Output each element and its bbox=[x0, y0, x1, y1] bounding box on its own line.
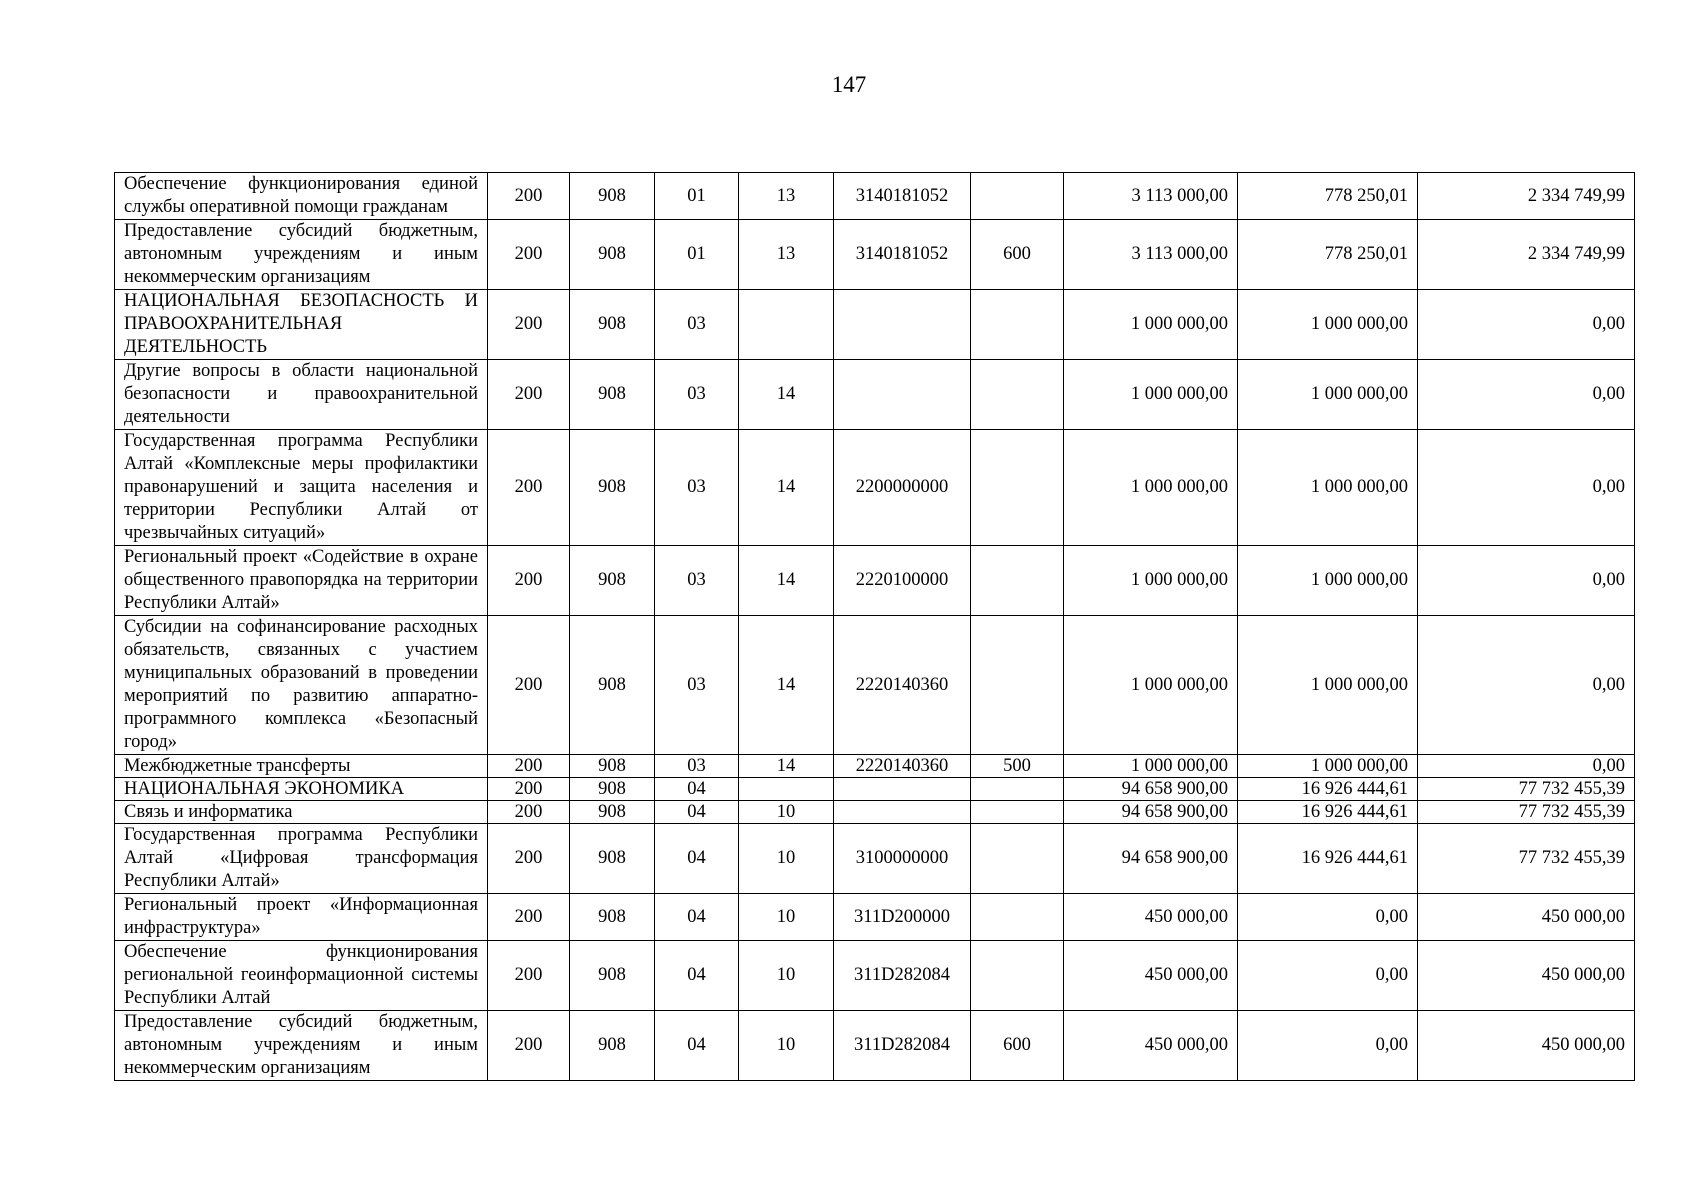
cell-executed-amount: 0,00 bbox=[1238, 941, 1418, 1011]
cell-section: 03 bbox=[655, 616, 739, 755]
cell-subsection: 10 bbox=[739, 1011, 834, 1081]
cell-target-article: 3100000000 bbox=[834, 824, 971, 894]
cell-approved-amount: 1 000 000,00 bbox=[1064, 755, 1238, 778]
cell-executed-amount: 0,00 bbox=[1238, 1011, 1418, 1081]
cell-approved-amount: 1 000 000,00 bbox=[1064, 430, 1238, 546]
table-row bbox=[115, 290, 1635, 360]
cell-name: Государственная программа Республики Алтай «Цифровая трансформация Республики Алтай» bbox=[115, 824, 488, 894]
cell-executed-amount: 16 926 444,61 bbox=[1238, 824, 1418, 894]
cell-approved-amount: 1 000 000,00 bbox=[1064, 290, 1238, 360]
cell-approved-amount: 94 658 900,00 bbox=[1064, 778, 1238, 801]
cell-section: 04 bbox=[655, 941, 739, 1011]
cell-code-200: 200 bbox=[488, 894, 570, 941]
cell-expense-type bbox=[971, 546, 1064, 616]
cell-executed-amount: 1 000 000,00 bbox=[1238, 616, 1418, 755]
cell-subsection: 13 bbox=[739, 220, 834, 290]
cell-remaining-amount: 2 334 749,99 bbox=[1418, 173, 1635, 220]
cell-remaining-amount: 0,00 bbox=[1418, 430, 1635, 546]
cell-name: Другие вопросы в области национальной безопасности и правоохранительной деятельности bbox=[115, 360, 488, 430]
cell-ministry-code: 908 bbox=[570, 941, 655, 1011]
cell-expense-type bbox=[971, 360, 1064, 430]
cell-subsection: 13 bbox=[739, 173, 834, 220]
cell-code-200: 200 bbox=[488, 941, 570, 1011]
cell-ministry-code: 908 bbox=[570, 220, 655, 290]
cell-target-article: 3140181052 bbox=[834, 173, 971, 220]
cell-ministry-code: 908 bbox=[570, 778, 655, 801]
cell-executed-amount: 1 000 000,00 bbox=[1238, 290, 1418, 360]
cell-expense-type: 600 bbox=[971, 1011, 1064, 1081]
cell-ministry-code: 908 bbox=[570, 1011, 655, 1081]
cell-remaining-amount: 0,00 bbox=[1418, 616, 1635, 755]
cell-target-article: 2220100000 bbox=[834, 546, 971, 616]
cell-subsection: 14 bbox=[739, 360, 834, 430]
cell-target-article bbox=[834, 360, 971, 430]
cell-code-200: 200 bbox=[488, 360, 570, 430]
cell-code-200: 200 bbox=[488, 778, 570, 801]
cell-name: НАЦИОНАЛЬНАЯ ЭКОНОМИКА bbox=[115, 778, 488, 801]
cell-target-article: 3140181052 bbox=[834, 220, 971, 290]
cell-expense-type bbox=[971, 824, 1064, 894]
cell-expense-type bbox=[971, 941, 1064, 1011]
cell-name: Региональный проект «Содействие в охране общественного правопорядка на территории Республики Алтай» bbox=[115, 546, 488, 616]
table-row bbox=[115, 360, 1635, 430]
cell-section: 01 bbox=[655, 173, 739, 220]
cell-approved-amount: 1 000 000,00 bbox=[1064, 360, 1238, 430]
cell-remaining-amount: 450 000,00 bbox=[1418, 1011, 1635, 1081]
cell-remaining-amount: 450 000,00 bbox=[1418, 941, 1635, 1011]
table-row bbox=[115, 430, 1635, 546]
cell-target-article bbox=[834, 801, 971, 824]
cell-remaining-amount: 77 732 455,39 bbox=[1418, 824, 1635, 894]
cell-target-article bbox=[834, 290, 971, 360]
cell-name: Связь и информатика bbox=[115, 801, 488, 824]
cell-remaining-amount: 0,00 bbox=[1418, 546, 1635, 616]
cell-approved-amount: 450 000,00 bbox=[1064, 941, 1238, 1011]
cell-section: 03 bbox=[655, 546, 739, 616]
cell-approved-amount: 94 658 900,00 bbox=[1064, 801, 1238, 824]
cell-subsection: 10 bbox=[739, 824, 834, 894]
table-row bbox=[115, 894, 1635, 941]
cell-name: Региональный проект «Информационная инфраструктура» bbox=[115, 894, 488, 941]
cell-code-200: 200 bbox=[488, 290, 570, 360]
cell-approved-amount: 1 000 000,00 bbox=[1064, 616, 1238, 755]
cell-section: 04 bbox=[655, 801, 739, 824]
cell-section: 04 bbox=[655, 824, 739, 894]
cell-code-200: 200 bbox=[488, 546, 570, 616]
table-row bbox=[115, 941, 1635, 1011]
cell-approved-amount: 450 000,00 bbox=[1064, 1011, 1238, 1081]
cell-executed-amount: 0,00 bbox=[1238, 894, 1418, 941]
cell-code-200: 200 bbox=[488, 755, 570, 778]
cell-ministry-code: 908 bbox=[570, 430, 655, 546]
cell-section: 01 bbox=[655, 220, 739, 290]
cell-code-200: 200 bbox=[488, 616, 570, 755]
cell-ministry-code: 908 bbox=[570, 360, 655, 430]
table-row bbox=[115, 801, 1635, 824]
cell-executed-amount: 1 000 000,00 bbox=[1238, 546, 1418, 616]
cell-section: 03 bbox=[655, 360, 739, 430]
table-row bbox=[115, 824, 1635, 894]
cell-target-article: 2200000000 bbox=[834, 430, 971, 546]
cell-target-article bbox=[834, 778, 971, 801]
cell-expense-type bbox=[971, 801, 1064, 824]
cell-code-200: 200 bbox=[488, 801, 570, 824]
cell-ministry-code: 908 bbox=[570, 546, 655, 616]
cell-code-200: 200 bbox=[488, 430, 570, 546]
cell-approved-amount: 94 658 900,00 bbox=[1064, 824, 1238, 894]
cell-subsection: 14 bbox=[739, 755, 834, 778]
table-row bbox=[115, 778, 1635, 801]
cell-ministry-code: 908 bbox=[570, 824, 655, 894]
table-row bbox=[115, 173, 1635, 220]
cell-remaining-amount: 450 000,00 bbox=[1418, 894, 1635, 941]
cell-code-200: 200 bbox=[488, 1011, 570, 1081]
cell-remaining-amount: 0,00 bbox=[1418, 290, 1635, 360]
cell-name: Государственная программа Республики Алтай «Комплексные меры профилактики правонарушений и защита населения и территории Республики Алтай от чрезвычайных ситуаций» bbox=[115, 430, 488, 546]
cell-name: Предоставление субсидий бюджетным, автономным учреждениям и иным некоммерческим организациям bbox=[115, 220, 488, 290]
cell-subsection: 10 bbox=[739, 801, 834, 824]
cell-approved-amount: 3 113 000,00 bbox=[1064, 220, 1238, 290]
cell-remaining-amount: 77 732 455,39 bbox=[1418, 801, 1635, 824]
budget-table bbox=[114, 172, 1635, 1081]
page-number: 147 bbox=[831, 72, 867, 97]
table-row bbox=[115, 546, 1635, 616]
cell-subsection bbox=[739, 290, 834, 360]
cell-section: 04 bbox=[655, 1011, 739, 1081]
cell-subsection: 10 bbox=[739, 941, 834, 1011]
table-row bbox=[115, 1011, 1635, 1081]
cell-name: НАЦИОНАЛЬНАЯ БЕЗОПАСНОСТЬ И ПРАВООХРАНИТЕЛЬНАЯ ДЕЯТЕЛЬНОСТЬ bbox=[115, 290, 488, 360]
cell-section: 04 bbox=[655, 894, 739, 941]
table-body bbox=[115, 173, 1635, 1081]
cell-remaining-amount: 0,00 bbox=[1418, 755, 1635, 778]
cell-section: 03 bbox=[655, 430, 739, 546]
cell-subsection: 10 bbox=[739, 894, 834, 941]
cell-target-article: 2220140360 bbox=[834, 616, 971, 755]
cell-ministry-code: 908 bbox=[570, 616, 655, 755]
cell-subsection: 14 bbox=[739, 430, 834, 546]
cell-expense-type: 500 bbox=[971, 755, 1064, 778]
cell-name: Межбюджетные трансферты bbox=[115, 755, 488, 778]
cell-expense-type bbox=[971, 290, 1064, 360]
cell-ministry-code: 908 bbox=[570, 755, 655, 778]
cell-remaining-amount: 2 334 749,99 bbox=[1418, 220, 1635, 290]
cell-name: Обеспечение функционирования единой службы оперативной помощи гражданам bbox=[115, 173, 488, 220]
cell-executed-amount: 778 250,01 bbox=[1238, 173, 1418, 220]
cell-executed-amount: 1 000 000,00 bbox=[1238, 755, 1418, 778]
cell-code-200: 200 bbox=[488, 824, 570, 894]
table-row bbox=[115, 755, 1635, 778]
cell-name: Предоставление субсидий бюджетным, автономным учреждениям и иным некоммерческим организациям bbox=[115, 1011, 488, 1081]
table-row bbox=[115, 616, 1635, 755]
cell-subsection: 14 bbox=[739, 616, 834, 755]
cell-target-article: 2220140360 bbox=[834, 755, 971, 778]
cell-expense-type bbox=[971, 173, 1064, 220]
cell-expense-type bbox=[971, 894, 1064, 941]
cell-code-200: 200 bbox=[488, 173, 570, 220]
cell-expense-type: 600 bbox=[971, 220, 1064, 290]
cell-approved-amount: 1 000 000,00 bbox=[1064, 546, 1238, 616]
cell-target-article: 311D200000 bbox=[834, 894, 971, 941]
cell-expense-type bbox=[971, 616, 1064, 755]
table-row bbox=[115, 220, 1635, 290]
cell-ministry-code: 908 bbox=[570, 173, 655, 220]
cell-executed-amount: 778 250,01 bbox=[1238, 220, 1418, 290]
cell-target-article: 311D282084 bbox=[834, 1011, 971, 1081]
cell-section: 03 bbox=[655, 755, 739, 778]
cell-code-200: 200 bbox=[488, 220, 570, 290]
cell-target-article: 311D282084 bbox=[834, 941, 971, 1011]
cell-ministry-code: 908 bbox=[570, 290, 655, 360]
cell-executed-amount: 16 926 444,61 bbox=[1238, 801, 1418, 824]
cell-executed-amount: 1 000 000,00 bbox=[1238, 360, 1418, 430]
cell-remaining-amount: 0,00 bbox=[1418, 360, 1635, 430]
cell-executed-amount: 1 000 000,00 bbox=[1238, 430, 1418, 546]
cell-expense-type bbox=[971, 430, 1064, 546]
cell-subsection bbox=[739, 778, 834, 801]
cell-ministry-code: 908 bbox=[570, 894, 655, 941]
cell-section: 04 bbox=[655, 778, 739, 801]
cell-ministry-code: 908 bbox=[570, 801, 655, 824]
cell-expense-type bbox=[971, 778, 1064, 801]
cell-section: 03 bbox=[655, 290, 739, 360]
cell-subsection: 14 bbox=[739, 546, 834, 616]
cell-remaining-amount: 77 732 455,39 bbox=[1418, 778, 1635, 801]
cell-approved-amount: 450 000,00 bbox=[1064, 894, 1238, 941]
cell-name: Обеспечение функционирования региональной геоинформационной системы Республики Алтай bbox=[115, 941, 488, 1011]
cell-name: Субсидии на софинансирование расходных обязательств, связанных с участием муниципальных образований в проведении мероприятий по развитию аппаратно-программного комплекса «Безопасный город» bbox=[115, 616, 488, 755]
cell-approved-amount: 3 113 000,00 bbox=[1064, 173, 1238, 220]
cell-executed-amount: 16 926 444,61 bbox=[1238, 778, 1418, 801]
